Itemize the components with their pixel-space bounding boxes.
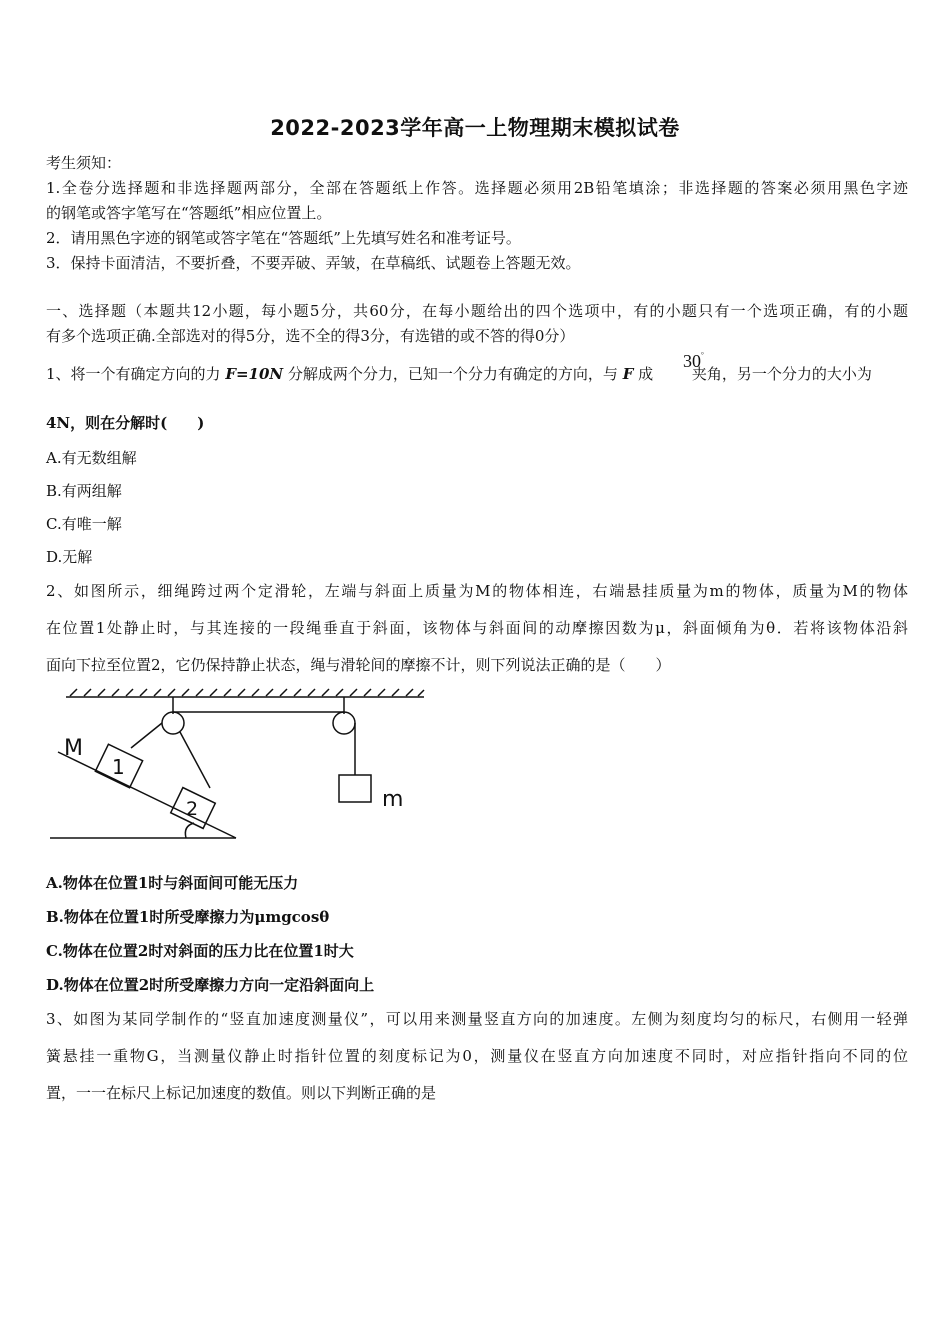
angle-30: 30° [683,351,704,371]
q1-text: 成 [633,365,654,383]
notice-item: 的钢笔或答字笔写在“答题纸”相应位置上。 [46,204,332,222]
q1-option-b: B.有两组解 [46,482,122,500]
rope-position-1 [131,723,162,748]
q1-force: F=10N [225,365,284,383]
q1-option-c: C.有唯一解 [46,515,122,533]
question-1-stem [46,364,908,384]
pulley-incline-figure [46,686,428,848]
question-2-stem: 面向下拉至位置2，它仍保持静止状态，绳与滑轮间的摩擦不计，则下列说法正确的是（ ） [46,656,671,674]
notice-item: 1.全卷分选择题和非选择题两部分，全部在答题纸上作答。选择题必须用2B铅笔填涂；非选择题的答案必须用黑色字迹 [46,179,908,197]
q1-text: 夹角，另一个分力的大小为 [687,365,872,383]
pulley-right [333,712,355,734]
label-1: 1 [112,755,125,779]
notice-item: 3．保持卡面清洁，不要折叠，不要弄破、弄皱，在草稿纸、试题卷上答题无效。 [46,254,581,272]
notice-item: 2．请用黑色字迹的钢笔或答字笔在“答题纸”上先填写姓名和准考证号。 [46,229,521,247]
label-m: m [382,787,404,812]
q2-option-c: C.物体在位置2时对斜面的压力比在位置1时大 [46,942,354,960]
q2-option-a: A.物体在位置1时与斜面间可能无压力 [46,874,299,892]
question-3-stem: 3、如图为某同学制作的“竖直加速度测量仪”，可以用来测量竖直方向的加速度。左侧为刻度均匀的标尺，右侧用一轻弹 [46,1010,908,1028]
question-3-stem: 置，一一在标尺上标记加速度的数值。则以下判断正确的是 [46,1084,437,1102]
rope-position-2 [180,732,210,788]
q1-text: 1、将一个有确定方向的力 [46,365,226,383]
question-2-stem: 2、如图所示，细绳跨过两个定滑轮，左端与斜面上质量为M的物体相连，右端悬挂质量为m的物体，质量为M的物体 [46,582,908,600]
question-2-stem: 在位置1处静止时，与其连接的一段绳垂直于斜面，该物体与斜面间的动摩擦因数为μ，斜面倾角为θ．若将该物体沿斜 [46,619,908,637]
q2-option-d: D.物体在位置2时所受摩擦力方向一定沿斜面向上 [46,976,375,994]
question-3-stem: 簧悬挂一重物G，当测量仪静止时指针位置的刻度标记为0，测量仪在竖直方向加速度不同时，对应指针指向不同的位 [46,1047,908,1065]
pulley-left [162,712,184,734]
q2-option-b: B.物体在位置1时所受摩擦力为μmgcosθ [46,908,330,926]
section-instructions: 有多个选项正确.全部选对的得5分，选不全的得3分，有选错的或不答的得0分） [46,327,575,345]
angle-arc [185,823,194,838]
label-2: 2 [186,798,199,820]
q1-text: 分解成两个分力，已知一个分力有确定的方向，与 [283,365,623,383]
notice-heading: 考生须知： [46,154,122,172]
section-instructions: 一、选择题（本题共12小题，每小题5分，共60分，在每小题给出的四个选项中，有的小题只有一个选项正确，有的小题 [46,302,908,320]
q1-f: F [622,365,634,383]
ceiling-hatch [70,689,424,696]
page-title: 2022-2023学年高一上物理期末模拟试卷 [270,116,680,140]
q1-option-a: A.有无数组解 [46,449,137,467]
label-M: M [64,736,83,761]
question-1-stem: 4N，则在分解时( ) [46,414,205,432]
q1-option-d: D.无解 [46,548,93,566]
block-m [339,775,371,802]
incline-surface [58,752,236,838]
